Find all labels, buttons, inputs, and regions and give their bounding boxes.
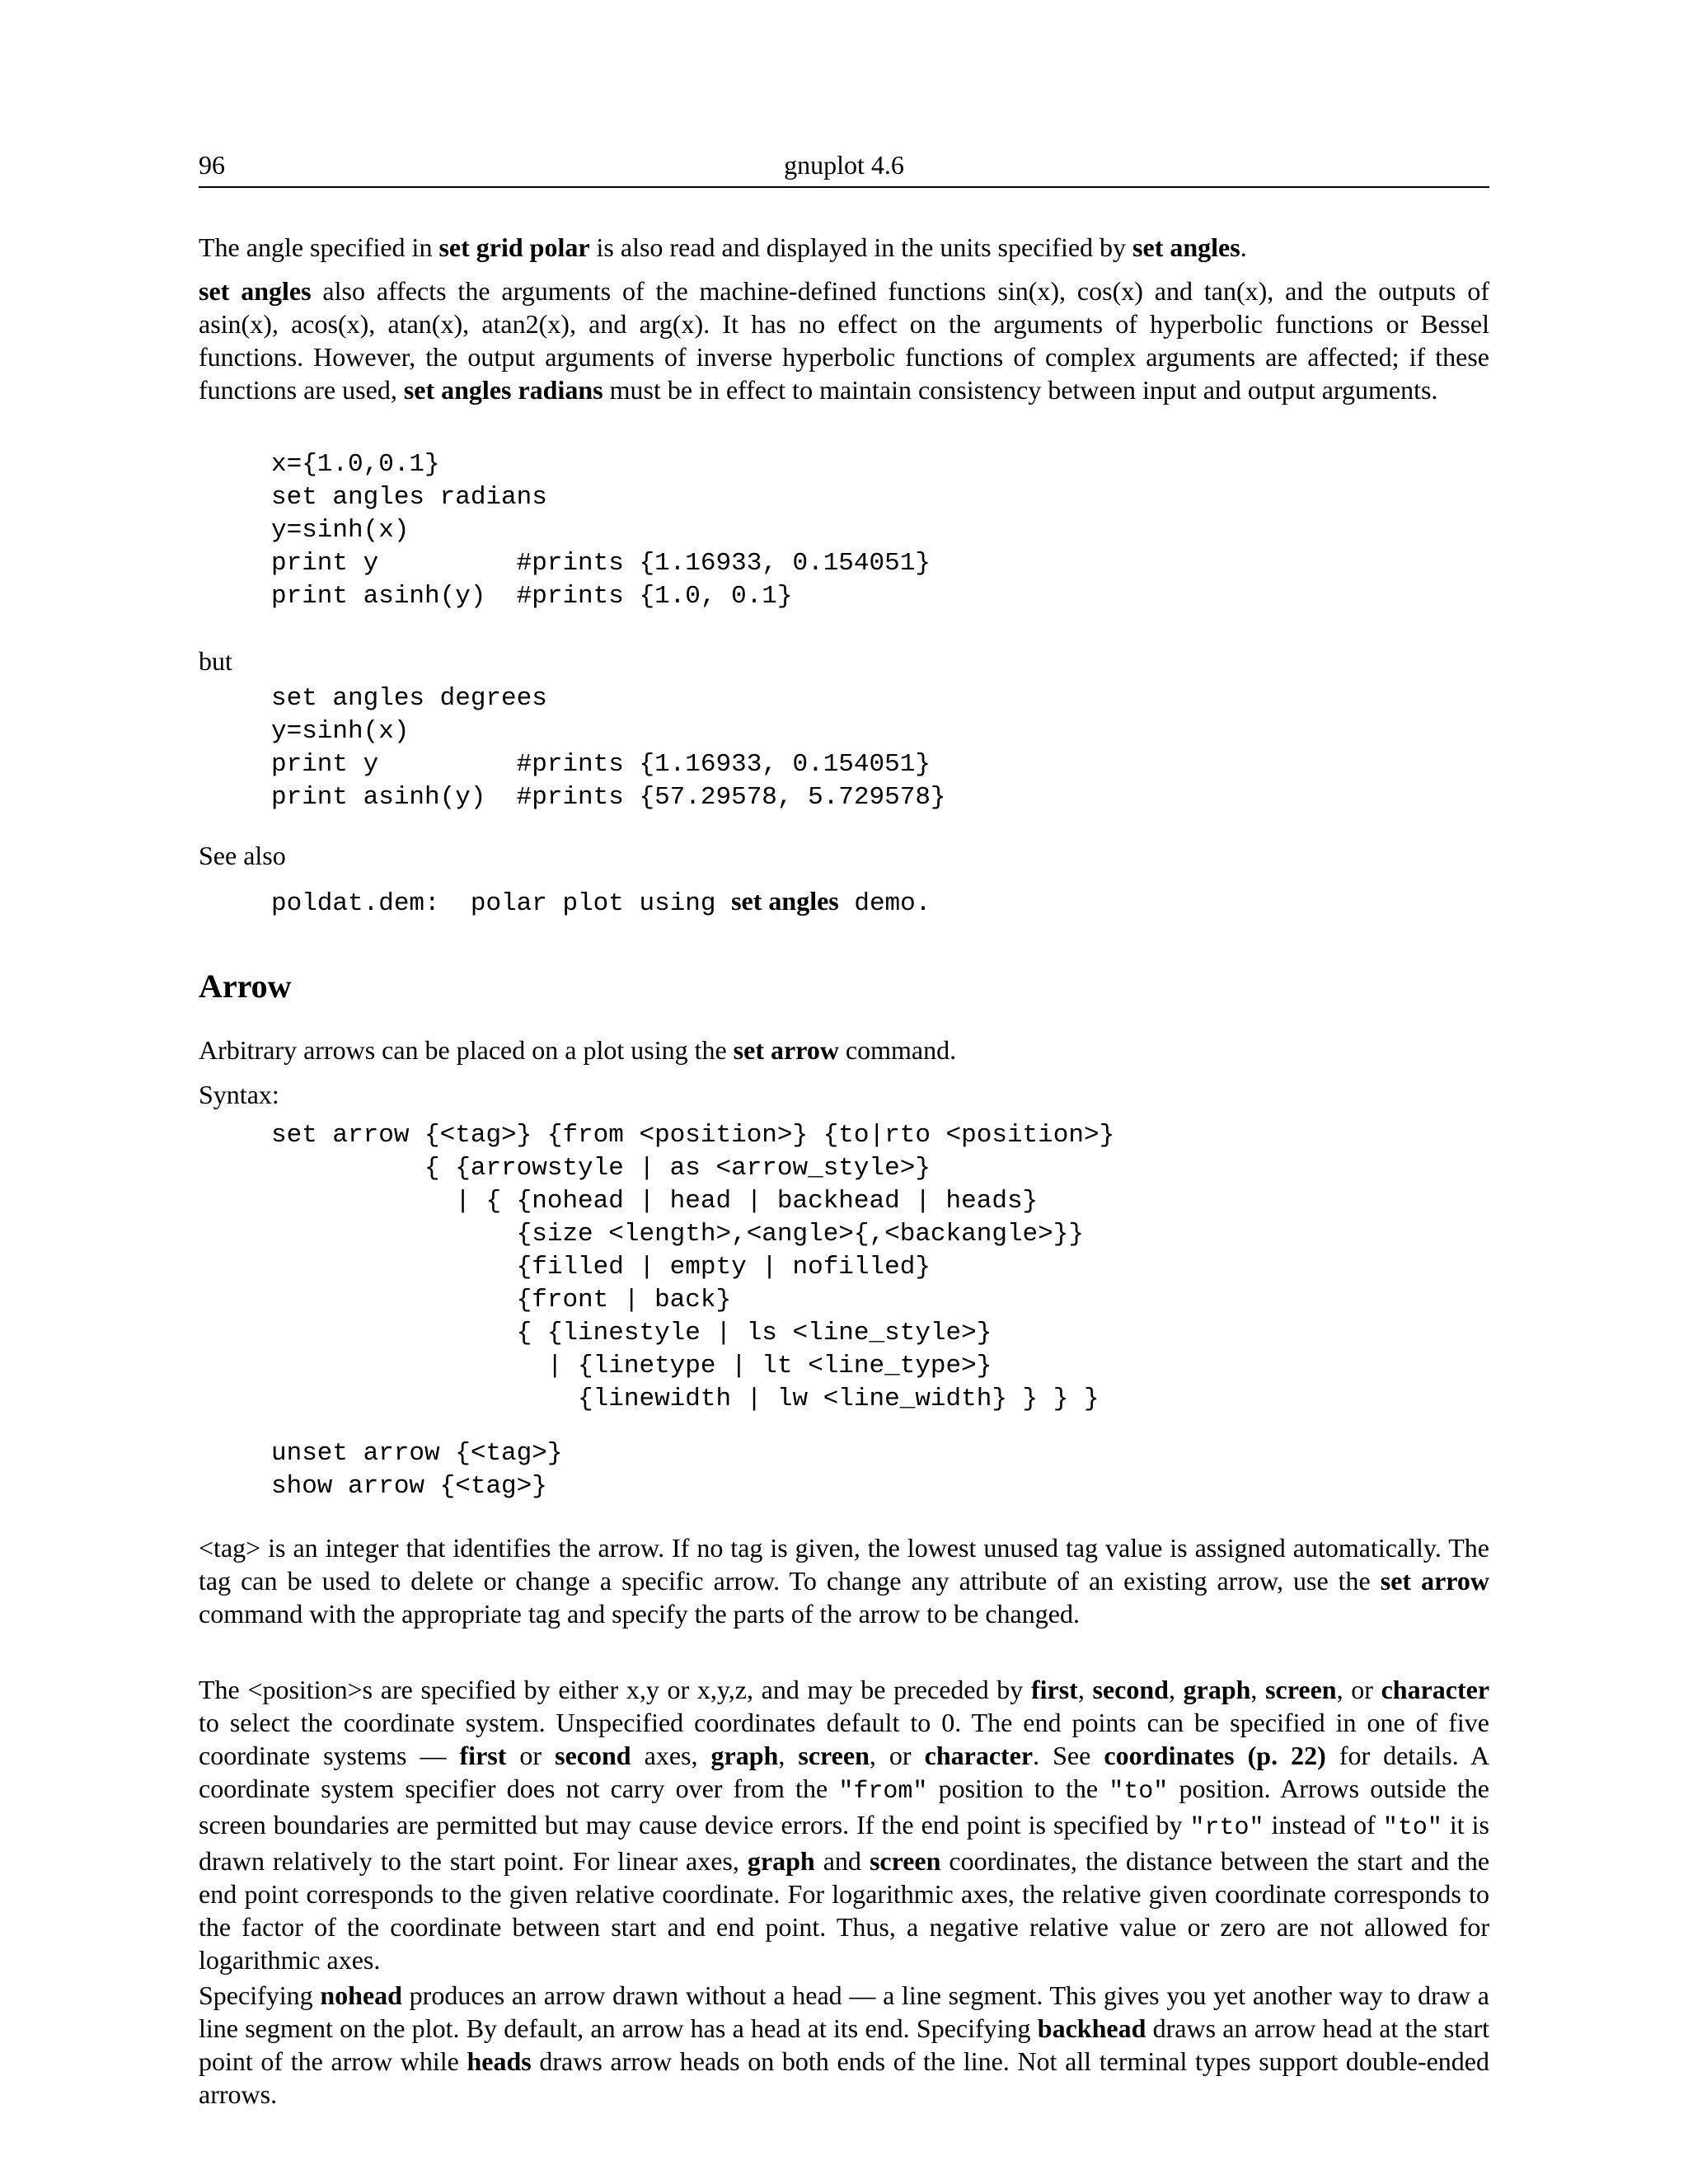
angles-paragraph-2: set angles also affects the arguments of the machine-defined functions sin(x), cos(x) and tan(x), and the outputs of asin(x), acos(x), atan(x), atan2(x), and arg(x). It has no effect on the arguments of hyperbolic functions or Bessel functions. However, the output arguments of inverse hyperbolic functions of complex arguments are affected; if these functions are used, set angles radians must be in effect to maintain consistency between input and output arguments. — [199, 276, 1490, 405]
page-header — [199, 148, 1489, 188]
arrow-intro: Arbitrary arrows can be placed on a plot using the set arrow command. — [199, 1035, 957, 1065]
running-title: gnuplot 4.6 — [784, 150, 904, 180]
coordinates-cross-reference[interactable]: coordinates (p. 22) — [1104, 1741, 1326, 1770]
radians-code-example: x={1.0,0.1} set angles radians y=sinh(x) print y #prints {1.16933, 0.154051} print asinh(y) #prints {1.0, 0.1} — [271, 450, 931, 611]
degrees-code-example: set angles degrees y=sinh(x) print y #prints {1.16933, 0.154051} print asinh(y) #prints {57.29578, 5.729578} — [271, 684, 946, 812]
arrow-syntax-code: set arrow {<tag>} {from <position>} {to|rto <position>} { {arrowstyle | as <arrow_style>} | { {nohead | head | backhead | heads} {size <length>,<angle>{,<backangle>}} {filled | empty | nofilled} {front | back} { {linestyle | ls <line_style>} | {linetype | lt <line_type>} {linewidth | lw <line_width} } } } — [271, 1121, 1115, 1413]
page-number: 96 — [199, 150, 225, 180]
syntax-label: Syntax: — [199, 1080, 279, 1109]
unset-show-code: unset arrow {<tag>} show arrow {<tag>} — [271, 1439, 563, 1501]
angles-paragraph-1: The angle specified in set grid polar is also read and displayed in the units specified by set angles. — [199, 232, 1247, 262]
position-paragraph: The <position>s are specified by either x,y or x,y,z, and may be preceded by first, second, graph, screen, or character to select the coordinate system. Unspecified coordinates default to 0. The end points can be specified in one of five coordinate systems — first or second axes, graph, screen, or character. See coordinates (p. 22) for details. A coordinate system specifier does not carry over from the "from" position to the "to" position. Arrows outside the screen boundaries are permitted but may cause device errors. If the end point is specified by "rto" instead of "to" it is drawn relatively to the start point. For linear axes, graph and screen coordinates, the distance between the start and the end point corresponds to the given relative coordinate. For logarithmic axes, the relative given coordinate corresponds to the factor of the coordinate between start and end point. Thus, a negative relative value or zero are not allowed for logarithmic axes. — [199, 1675, 1490, 1975]
demo-reference: poldat.dem: polar plot using set angles demo. — [271, 886, 931, 918]
tag-paragraph: <tag> is an integer that identifies the arrow. If no tag is given, the lowest unused tag value is assigned automatically. The tag can be used to delete or change a specific arrow. To change any attribute of an existing arrow, use the set arrow command with the appropriate tag and specify the parts of the arrow to be changed. — [199, 1533, 1490, 1629]
nohead-paragraph: Specifying nohead produces an arrow drawn without a head — a line segment. This gives you yet another way to draw a line segment on the plot. By default, an arrow has a head at its end. Specifying backhead draws an arrow head at the start point of the arrow while heads draws arrow heads on both ends of the line. Not all terminal types support double-ended arrows. — [199, 1980, 1490, 2109]
section-heading-arrow: Arrow — [199, 968, 292, 1005]
but-label: but — [199, 646, 232, 676]
see-also-label: See also — [199, 841, 286, 870]
